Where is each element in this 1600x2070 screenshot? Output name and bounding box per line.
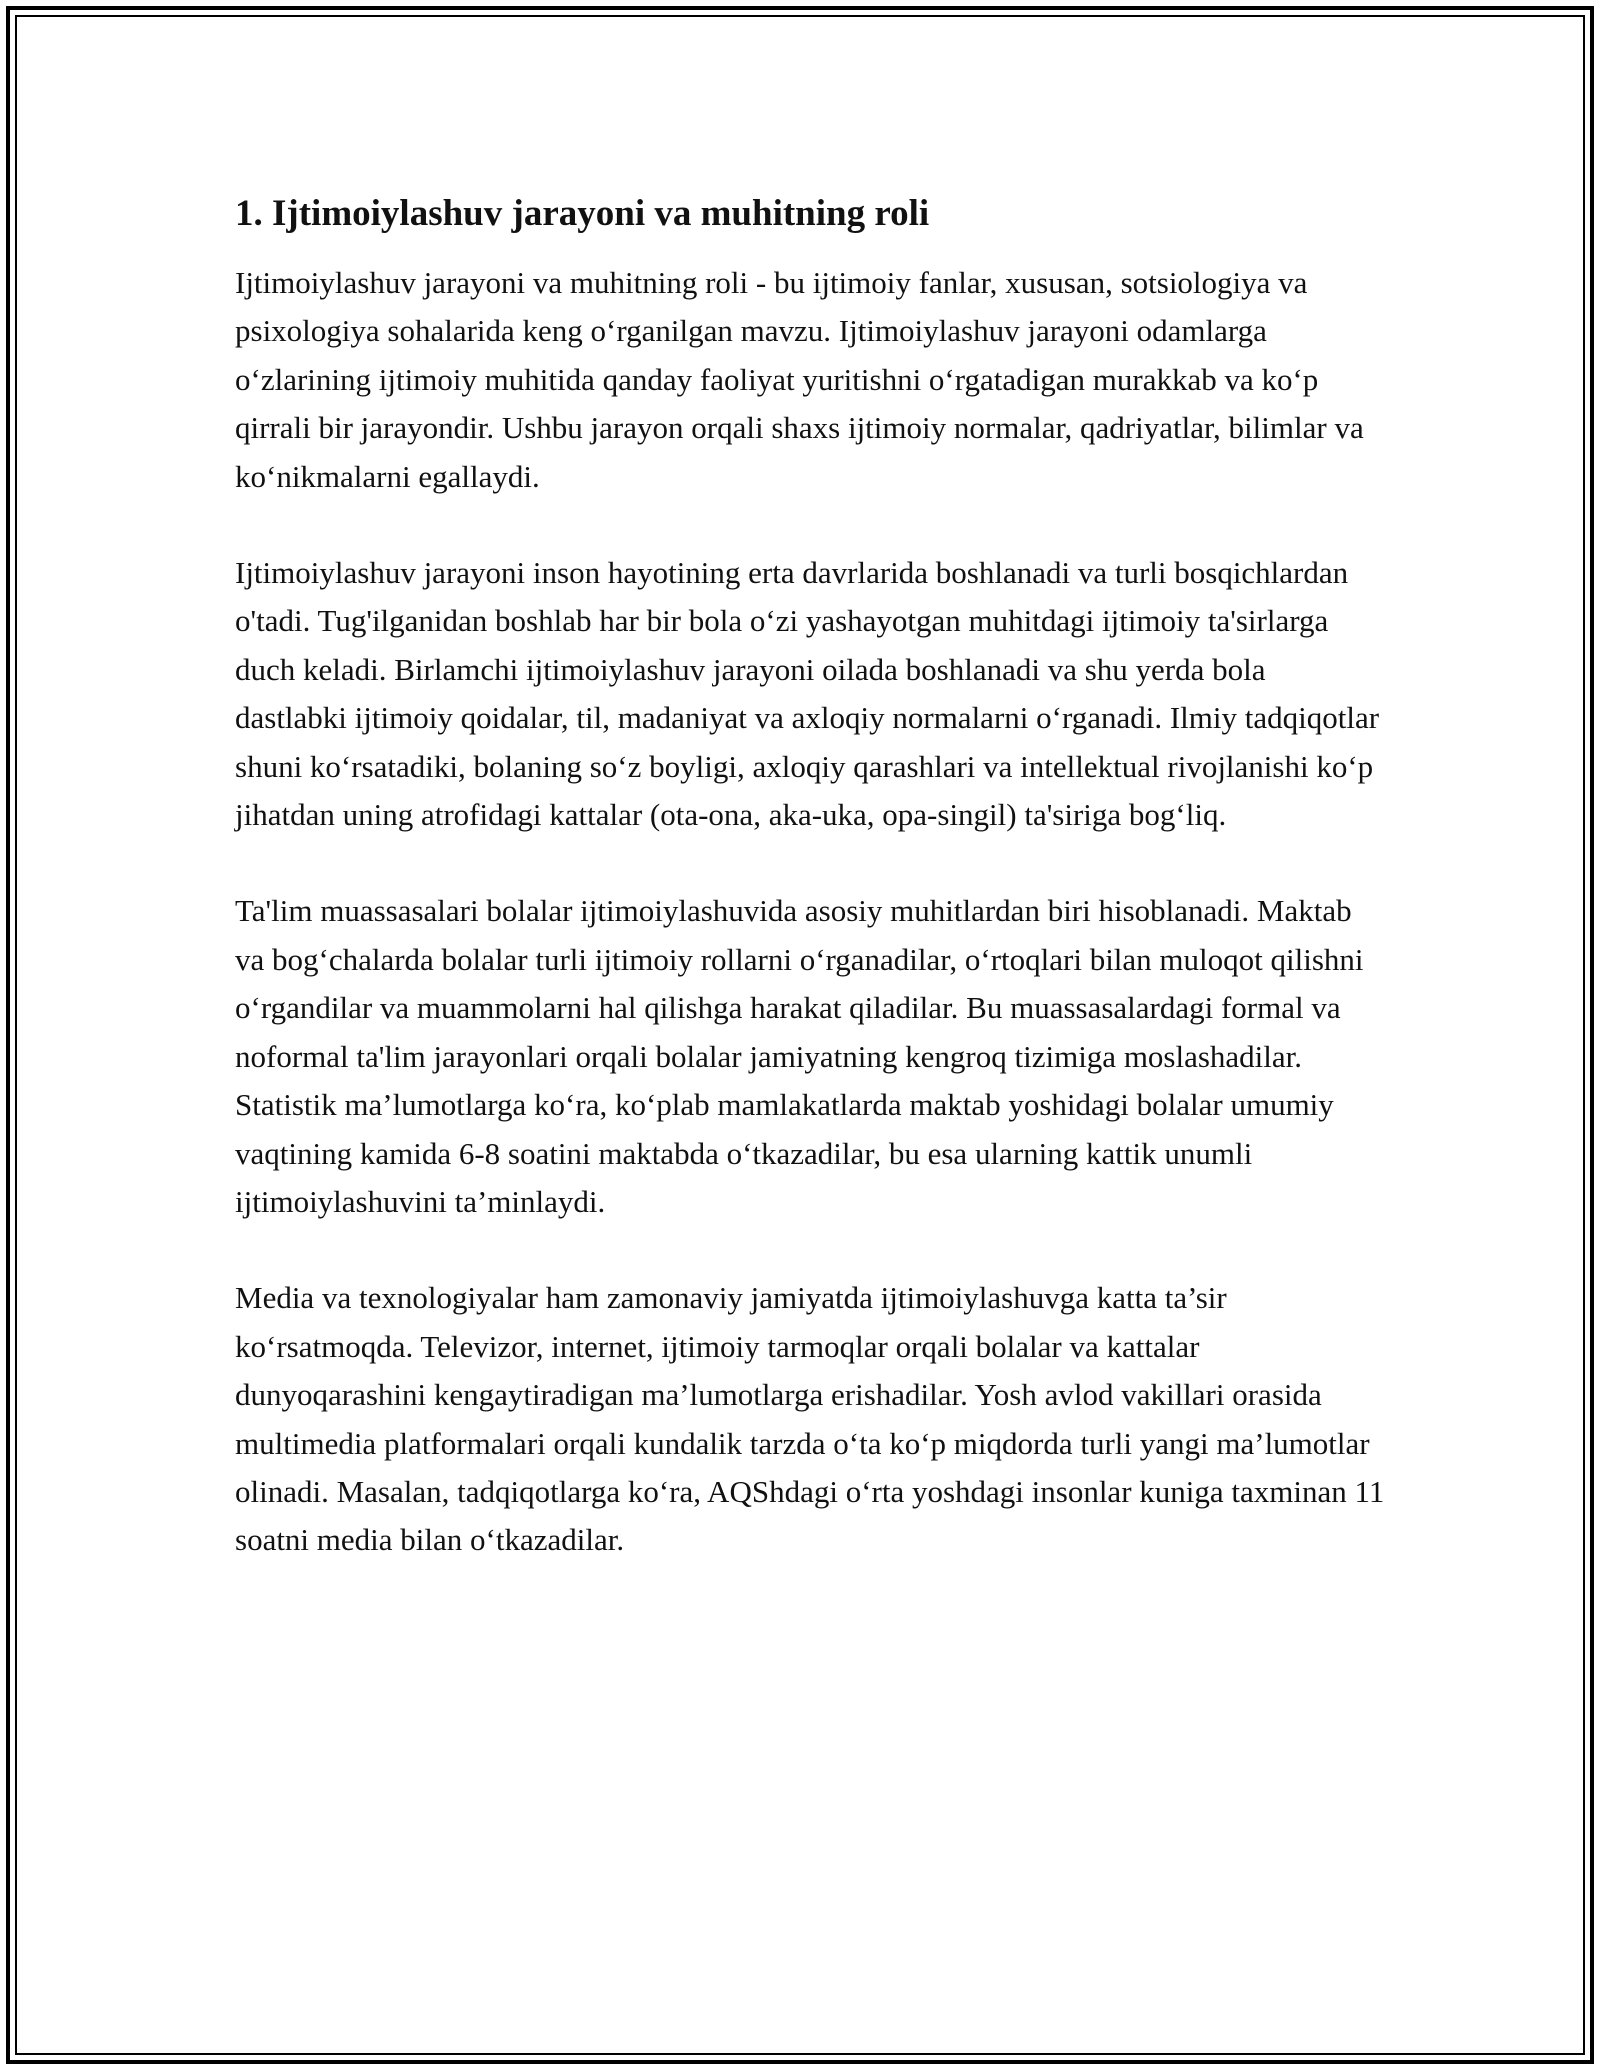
document-body bbox=[235, 183, 1385, 1613]
paragraph-socialization-intro: Ijtimoiylashuv jarayoni va muhitning roli - bu ijtimoiy fanlar, xususan, sotsiologiya va psixologiya sohalarida keng o‘rganilgan mavzu. Ijtimoiylashuv jarayoni odamlarga o‘zlarining ijtimoiy muhitida qanday faoliyat yuritishni o‘rgatadigan murakkab va ko‘p qirrali bir jarayondir. Ushbu jarayon orqali shaxs ijtimoiy normalar, qadriyatlar, bilimlar va ko‘nikmalarni egallaydi. bbox=[235, 265, 1364, 494]
section-heading: 1. Ijtimoiylashuv jarayoni va muhitning roli bbox=[235, 193, 930, 234]
paragraph-media-socialization: Media va texnologiyalar ham zamonaviy jamiyatda ijtimoiylashuvga katta ta’sir ko‘rsatmoqda. Televizor, internet, ijtimoiy tarmoqlar orqali bolalar va kattalar dunyoqarashini kengaytiradigan ma’lumotlarga erishadilar. Yosh avlod vakillari orasida multimedia platformalari orqali kundalik tarzda o‘ta ko‘p miqdorda turli yangi ma’lumotlar olinadi. Masalan, tadqiqotlarga ko‘ra, AQShdagi o‘rta yoshdagi insonlar kuniga taxminan 11 soatni media bilan o‘tkazadilar. bbox=[235, 1280, 1385, 1558]
paragraph-family-socialization: Ijtimoiylashuv jarayoni inson hayotining erta davrlarida boshlanadi va turli bosqichlardan o'tadi. Tug'ilganidan boshlab har bir bola o‘zi yashayotgan muhitdagi ijtimoiy ta'sirlarga duch keladi. Birlamchi ijtimoiylashuv jarayoni oilada boshlanadi va shu yerda bola dastlabki ijtimoiy qoidalar, til, madaniyat va axloqiy normalarni o‘rganadi. Ilmiy tadqiqotlar shuni ko‘rsatadiki, bolaning so‘z boyligi, axloqiy qarashlari va intellektual rivojlanishi ko‘p jihatdan uning atrofidagi kattalar (ota-ona, aka-uka, opa-singil) ta'siriga bog‘liq. bbox=[235, 555, 1380, 833]
paragraph-education-socialization: Ta'lim muassasalari bolalar ijtimoiylashuvida asosiy muhitlardan biri hisoblanadi. Maktab va bog‘chalarda bolalar turli ijtimoiy rollarni o‘rganadilar, o‘rtoqlari bilan muloqot qilishni o‘rgandilar va muammolarni hal qilishga harakat qiladilar. Bu muassasalardagi formal va noformal ta'lim jarayonlari orqali bolalar jamiyatning kengroq tizimiga moslashadilar. Statistik ma’lumotlarga ko‘ra, ko‘plab mamlakatlarda maktab yoshidagi bolalar umumiy vaqtining kamida 6-8 soatini maktabda o‘tkazadilar, bu esa ularning kattik unumli ijtimoiylashuvini ta’minlaydi. bbox=[235, 893, 1364, 1219]
